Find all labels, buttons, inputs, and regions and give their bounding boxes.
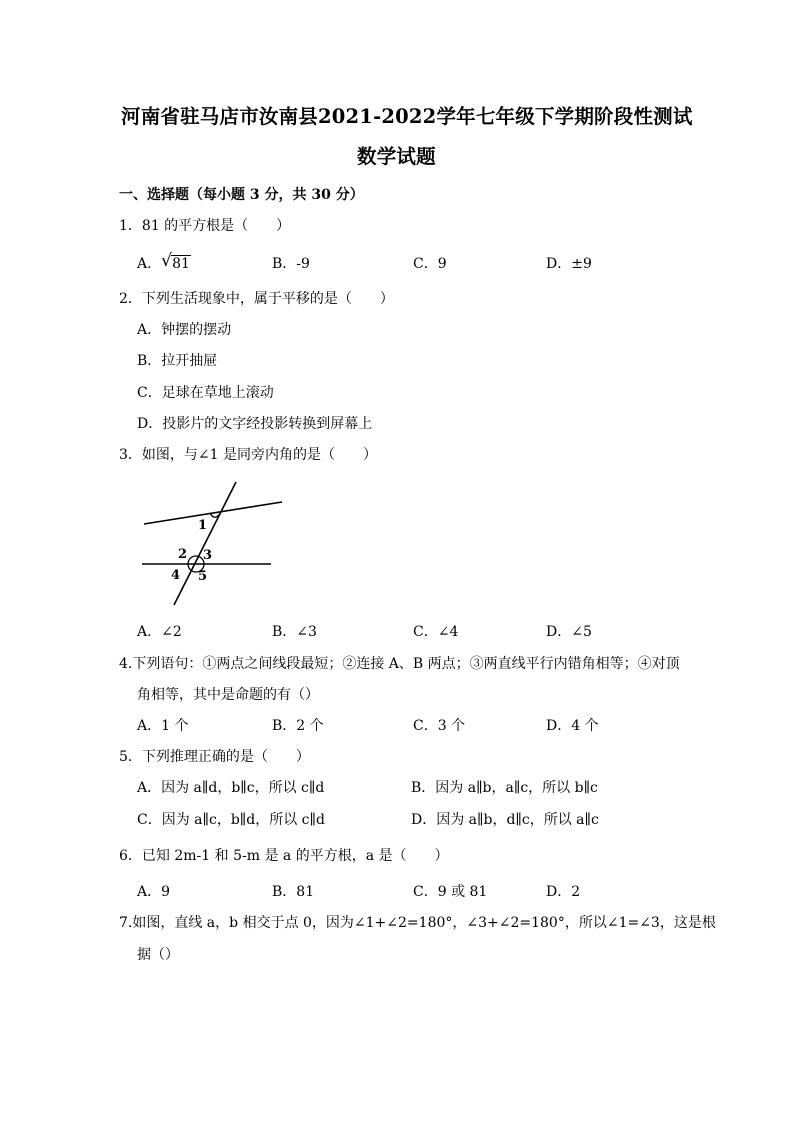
q4-stem-line1: 4.下列语句：①两点之间线段最短；②连接 A、B 两点；③两直线平行内错角相等；④对顶	[119, 656, 680, 672]
label-4: 4	[171, 568, 181, 583]
q6-option-c: C．9 或 81	[413, 884, 488, 900]
q6-option-d: D．2	[546, 884, 581, 900]
q2-stem: 2．下列生活现象中，属于平移的是（ ）	[119, 291, 394, 307]
label-2: 2	[178, 547, 188, 562]
q4-stem-line2: 角相等，其中是命题的有（）	[137, 687, 319, 703]
q4-option-b: B．2 个	[272, 718, 324, 734]
q6-option-a: A．9	[137, 884, 171, 900]
q1-option-d: D．±9	[546, 256, 592, 272]
section-heading: 一、选择题（每小题 3 分，共 30 分）	[119, 187, 364, 203]
title-line2: 数学试题	[357, 145, 436, 168]
q6-option-b: B．81	[272, 884, 315, 900]
title-line1: 河南省驻马店市汝南县2021-2022学年七年级下学期阶段性测试	[121, 105, 693, 128]
q3-option-a: A．∠2	[137, 624, 182, 640]
q3-option-d: D．∠5	[546, 624, 592, 640]
q1-option-a-prefix: A．	[137, 256, 162, 272]
line-transversal	[174, 482, 236, 605]
q2-option-c: C．足球在草地上滚动	[137, 385, 274, 401]
q1-stem: 1．81 的平方根是（ ）	[119, 218, 291, 234]
q5-option-b: B．因为 a∥b，a∥c，所以 b∥c	[411, 780, 598, 796]
q1-option-a	[137, 251, 191, 273]
q1-option-a-radicand: 81	[172, 256, 190, 272]
q5-stem: 5．下列推理正确的是（ ）	[119, 749, 310, 765]
q4-option-c: C．3 个	[413, 718, 466, 734]
q3-option-c: C．∠4	[413, 624, 459, 640]
q4-option-a: A．1 个	[137, 718, 189, 734]
q3-stem: 3．如图，与∠1 是同旁内角的是（ ）	[119, 447, 377, 463]
q2-option-a: A．钟摆的摆动	[137, 322, 232, 338]
label-5: 5	[198, 569, 208, 584]
sqrt-symbol	[161, 251, 191, 273]
q5-option-a: A．因为 a∥d，b∥c，所以 c∥d	[137, 780, 325, 796]
q1-option-b: B．-9	[272, 256, 310, 272]
label-1: 1	[198, 518, 208, 533]
q1-option-c: C．9	[413, 256, 447, 272]
q3-figure	[140, 478, 290, 610]
q3-option-b: B．∠3	[272, 624, 317, 640]
q2-option-b: B．拉开抽屉	[137, 353, 218, 369]
q7-stem-line2: 据（）	[137, 947, 179, 963]
q5-option-d: D．因为 a∥b，d∥c，所以 a∥c	[411, 812, 599, 828]
q7-stem-line1: 7.如图，直线 a，b 相交于点 0，因为∠1+∠2=180°，∠3+∠2=180°，所以∠1=∠3，这是根	[119, 915, 716, 931]
label-3: 3	[203, 548, 213, 563]
q5-option-c: C．因为 a∥c，b∥d，所以 c∥d	[137, 812, 325, 828]
radical-sign-icon: √	[161, 251, 172, 271]
q2-option-d: D．投影片的文字经投影转换到屏幕上	[137, 416, 373, 432]
line-upper	[144, 502, 282, 524]
q6-stem: 6．已知 2m-1 和 5-m 是 a 的平方根，a 是（ ）	[119, 848, 449, 864]
q4-option-d: D．4 个	[546, 718, 599, 734]
